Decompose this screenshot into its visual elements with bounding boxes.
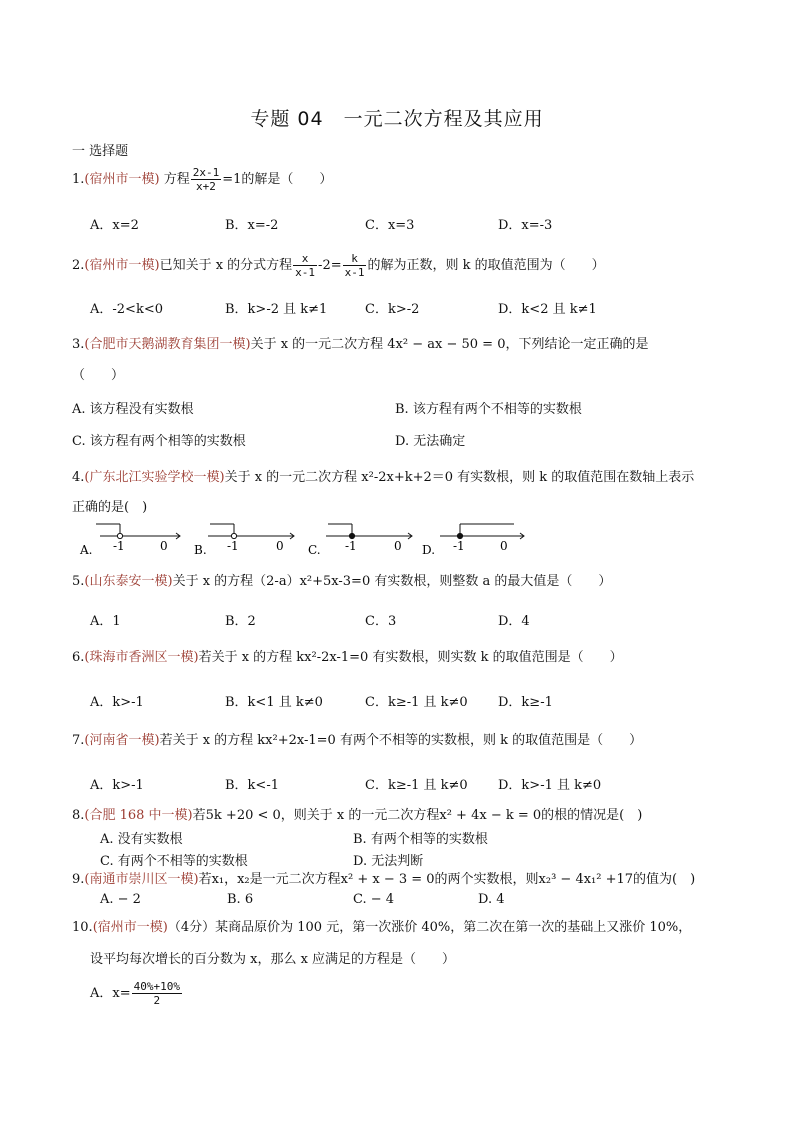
number-line-d [422,516,532,558]
question-number: 8. [72,808,85,823]
option-c[interactable]: C. 该方程有两个相等的实数根 [72,434,246,449]
question-6 [72,648,746,668]
option-a[interactable]: A．-2<k<0 [90,302,163,317]
section-heading: 一 选择题 [72,144,129,159]
question-text: 若x₁，x₂是一元二次方程x² + x − 3 = 0的两个实数根，则x₂³ − 4x₁² +17的值为( ) [198,872,696,887]
question-number: 5. [72,574,85,589]
option-c[interactable]: C．k>-2 [365,302,420,317]
question-number: 7. [72,733,85,748]
tick-label-neg1: -1 [345,539,357,553]
question-number: 10. [72,920,93,935]
option-d[interactable]: D．x=-3 [498,218,553,233]
option-letter: B. [194,543,207,557]
option-d[interactable]: D. 无法判断 [353,854,424,869]
question-text: 的解为正数，则 k 的取值范围为（ ） [367,258,605,273]
option-c[interactable]: C．k≥-1 且 k≠0 [365,778,468,793]
question-source: (合肥 168 中一模) [84,808,193,823]
question-3-cont: （ ） [72,368,125,383]
question-text: -2= [318,258,342,273]
option-d[interactable]: D．k>-1 且 k≠0 [498,778,602,793]
option-d[interactable] [422,516,532,562]
page-title: 专题 04 一元二次方程及其应用 [250,108,544,130]
option-b[interactable]: B. 有两个相等的实数根 [353,832,488,847]
option-a[interactable]: A．x=2 [90,218,139,233]
option-a[interactable]: A．k>-1 [90,778,144,793]
number-line-c [308,516,418,558]
question-text: 若5k +20 < 0，则关于 x 的一元二次方程x² + 4x − k = 0的根的情况是( ) [192,808,643,823]
option-c[interactable]: C. 有两个不相等的实数根 [100,854,248,869]
option-a[interactable]: A．1 [90,614,121,629]
question-text: =1的解是（ ） [222,172,333,187]
question-number: 6. [72,650,85,665]
tick-label-0: 0 [160,539,168,553]
option-d[interactable]: D．4 [498,614,530,629]
question-source: (珠海市香洲区一模) [84,650,199,665]
open-point [231,533,236,538]
question-8 [72,806,746,826]
option-c[interactable] [308,516,418,562]
option-d[interactable]: D．k≥-1 [498,695,553,710]
question-text: 若关于 x 的方程 kx²+2x-1=0 有两个不相等的实数根，则 k 的取值范围是（ ） [159,733,643,748]
question-number: 1. [72,172,85,187]
option-a[interactable]: A．k>-1 [90,695,144,710]
question-7 [72,731,746,751]
option-b[interactable] [194,516,304,562]
question-source: (宿州市一模) [84,172,160,187]
fraction-numerator: k [343,252,367,266]
option-letter: A. [80,543,93,557]
option-a[interactable]: A. − 2 [100,892,141,907]
question-text: 已知关于 x 的分式方程 [159,258,293,273]
fraction [132,980,182,1007]
tick-label-neg1: -1 [113,539,125,553]
option-b[interactable]: B．k<1 且 k≠0 [225,695,323,710]
option-a[interactable]: A. 没有实数根 [100,832,183,847]
question-source: (南通市崇川区一模) [84,872,199,887]
question-number: 9. [72,872,85,887]
question-2 [72,252,746,279]
question-number: 2. [72,258,85,273]
fraction [293,252,317,279]
question-source: (河南省一模) [84,733,160,748]
question-text: 若关于 x 的方程 kx²-2x-1=0 有实数根，则实数 k 的取值范围是（ ） [198,650,623,665]
question-text: 关于 x 的方程（2-a）x²+5x-3=0 有实数根，则整数 a 的最大值是（ ） [172,574,612,589]
closed-point [457,533,462,538]
number-line-a [80,516,190,558]
option-b[interactable]: B．k>-2 且 k≠1 [225,302,328,317]
fraction [191,166,222,193]
tick-label-0: 0 [276,539,284,553]
option-a[interactable]: A. 该方程没有实数根 [72,402,194,417]
fraction-numerator: 40%+10% [133,980,180,993]
option-c[interactable]: C．3 [365,614,397,629]
question-source: (广东北江实验学校一模) [84,470,225,485]
fraction-denominator: 2 [153,994,161,1007]
option-b[interactable]: B. 该方程有两个不相等的实数根 [395,402,582,417]
option-letter: D. [422,543,436,557]
option-c[interactable]: C. − 4 [353,892,395,907]
tick-label-neg1: -1 [227,539,239,553]
number-line-b [194,516,304,558]
option-d[interactable]: D．k<2 且 k≠1 [498,302,597,317]
tick-label-0: 0 [500,539,508,553]
question-source: (宿州市一模) [84,258,160,273]
question-source: (合肥市天鹅湖教育集团一模) [84,337,251,352]
option-prefix: A．x= [90,986,131,1001]
question-9 [72,870,746,890]
fraction-denominator: x-1 [295,266,316,279]
option-letter: C. [308,543,321,557]
question-source: (宿州市一模) [92,920,168,935]
question-text: 方程 [163,172,190,187]
option-b[interactable]: B. 6 [227,892,254,907]
question-5 [72,572,746,592]
fraction-denominator: x-1 [344,266,365,279]
question-number: 4. [72,470,85,485]
question-10-cont: 设平均每次增长的百分数为 x，那么 x 应满足的方程是（ ） [90,952,456,967]
question-text: 关于 x 的一元二次方程 4x² − ax − 50 = 0，下列结论一定正确的是 [250,337,649,352]
question-1 [72,166,746,193]
option-c[interactable]: C．k≥-1 且 k≠0 [365,695,468,710]
option-a[interactable] [90,980,746,1007]
question-text: （4分）某商品原价为 100 元，第一次涨价 40%，第二次在第一次的基础上又涨价 10%， [167,920,692,935]
fraction [343,252,367,279]
tick-label-neg1: -1 [453,539,465,553]
fraction-denominator: x+2 [196,180,216,193]
fraction-numerator: x [293,252,317,266]
question-10 [72,918,746,938]
tick-label-0: 0 [394,539,402,553]
option-c[interactable]: C．x=3 [365,218,415,233]
option-b[interactable]: B．k<-1 [225,778,279,793]
question-number: 3. [72,337,85,352]
open-point [117,533,122,538]
question-4 [72,468,746,488]
question-3 [72,335,746,355]
option-a[interactable] [80,516,190,562]
option-d[interactable]: D. 无法确定 [395,434,466,449]
question-4-cont: 正确的是( ) [72,500,148,515]
question-text: 关于 x 的一元二次方程 x²-2x+k+2＝0 有实数根，则 k 的取值范围在数轴上表示 [224,470,695,485]
question-source: (山东泰安一模) [84,574,173,589]
option-b[interactable]: B．2 [225,614,256,629]
fraction-numerator: 2x-1 [192,166,220,179]
closed-point [349,533,354,538]
option-b[interactable]: B．x=-2 [225,218,279,233]
option-d[interactable]: D. 4 [478,892,505,907]
